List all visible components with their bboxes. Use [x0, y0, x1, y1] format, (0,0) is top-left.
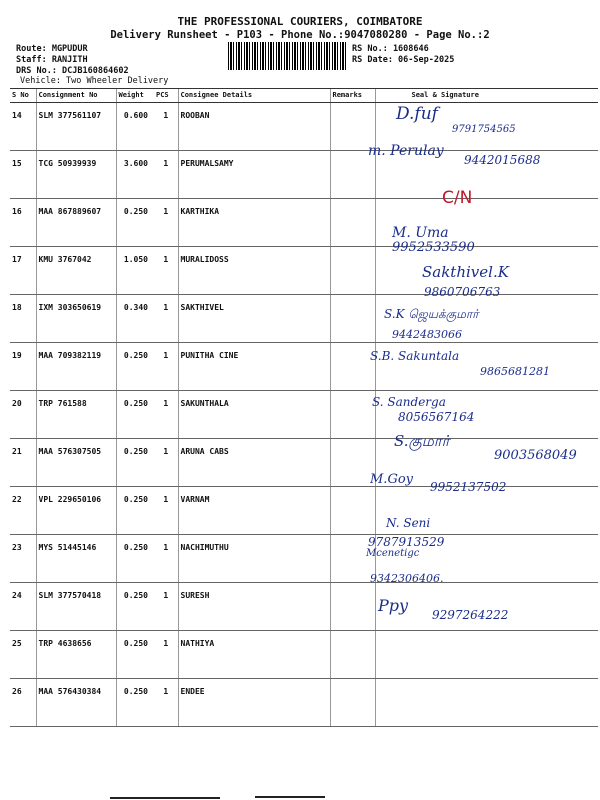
handwritten-phone: 9342306406. — [370, 572, 444, 585]
row-sno: 14 — [10, 103, 36, 151]
table-header-row — [10, 89, 598, 103]
table-row — [10, 535, 598, 583]
col-consignee: Consignee Details — [178, 89, 330, 103]
col-consignment: Consignment No — [36, 89, 116, 103]
row-remarks — [330, 487, 375, 535]
row-consignment: TCG 50939939 — [36, 151, 116, 199]
row-remarks — [330, 199, 375, 247]
row-sno: 25 — [10, 631, 36, 679]
row-consignment: VPL 229650106 — [36, 487, 116, 535]
row-weight: 0.250 — [116, 487, 154, 535]
handwritten-signature: S.B. Sakuntala — [370, 349, 460, 363]
row-consignment: SLM 377570418 — [36, 583, 116, 631]
row-remarks — [330, 679, 375, 727]
row-consignee: PERUMALSAMY — [178, 151, 330, 199]
row-weight: 0.250 — [116, 343, 154, 391]
row-consignee: SAKUNTHALA — [178, 391, 330, 439]
row-weight: 1.050 — [116, 247, 154, 295]
handwritten-signature: S.குமார் — [394, 432, 450, 450]
row-consignment: MAA 576307505 — [36, 439, 116, 487]
row-sno: 16 — [10, 199, 36, 247]
row-consignee: ROOBAN — [178, 103, 330, 151]
handwritten-signature: M. Uma — [392, 225, 449, 241]
handwritten-signature: N. Seni — [386, 516, 431, 530]
table-row — [10, 199, 598, 247]
row-pcs: 1 — [154, 151, 178, 199]
handwritten-signature: S.K ஜெயக்குமார் — [384, 307, 479, 321]
handwritten-phone: 9860706763 — [424, 285, 501, 299]
handwritten-phone: 9442483066 — [392, 328, 462, 341]
row-sno: 15 — [10, 151, 36, 199]
row-consignment: TRP 761588 — [36, 391, 116, 439]
table-row — [10, 487, 598, 535]
row-pcs: 1 — [154, 583, 178, 631]
row-remarks — [330, 391, 375, 439]
row-consignee: MURALIDOSS — [178, 247, 330, 295]
handwritten-signature: Mcenetigc — [366, 548, 420, 559]
row-weight: 0.250 — [116, 583, 154, 631]
row-seal — [375, 679, 598, 727]
handwritten-phone: 9787913529 — [368, 535, 445, 549]
row-pcs: 1 — [154, 679, 178, 727]
row-consignment: MAA 576430384 — [36, 679, 116, 727]
col-sno: S No — [10, 89, 36, 103]
staff-label: Staff: RANJITH — [16, 55, 88, 65]
row-remarks — [330, 295, 375, 343]
row-sno: 24 — [10, 583, 36, 631]
handwritten-signature: C/N — [442, 188, 473, 208]
row-remarks — [330, 583, 375, 631]
row-pcs: 1 — [154, 199, 178, 247]
row-seal — [375, 631, 598, 679]
row-weight: 0.600 — [116, 103, 154, 151]
row-pcs: 1 — [154, 295, 178, 343]
vehicle-label: Vehicle: Two Wheeler Delivery — [20, 76, 169, 86]
row-sno: 21 — [10, 439, 36, 487]
table-row — [10, 295, 598, 343]
row-consignee: ARUNA CABS — [178, 439, 330, 487]
row-consignee: SAKTHIVEL — [178, 295, 330, 343]
row-weight: 0.250 — [116, 535, 154, 583]
col-pcs: PCS — [154, 89, 178, 103]
row-seal — [375, 583, 598, 631]
row-pcs: 1 — [154, 103, 178, 151]
row-consignee: KARTHIKA — [178, 199, 330, 247]
row-consignee: PUNITHA CINE — [178, 343, 330, 391]
row-sno: 22 — [10, 487, 36, 535]
row-sno: 17 — [10, 247, 36, 295]
row-remarks — [330, 439, 375, 487]
handwritten-signature: D.fuf — [396, 104, 438, 124]
col-weight: Weight — [116, 89, 154, 103]
handwritten-phone: 9865681281 — [480, 365, 550, 378]
col-remarks: Remarks — [330, 89, 375, 103]
row-pcs: 1 — [154, 343, 178, 391]
handwritten-phone: 9952137502 — [430, 480, 507, 494]
table-row — [10, 247, 598, 295]
handwritten-signature: m. Perulay — [368, 143, 444, 159]
handwritten-phone: 9003568049 — [494, 448, 577, 463]
row-remarks — [330, 247, 375, 295]
barcode — [228, 42, 346, 70]
rs-number: RS No.: 1608646 — [352, 44, 429, 54]
row-consignee: NACHIMUTHU — [178, 535, 330, 583]
row-consignee: SURESH — [178, 583, 330, 631]
row-weight: 0.250 — [116, 439, 154, 487]
handwritten-signature: Sakthivel.K — [422, 263, 509, 281]
row-consignment: MAA 709382119 — [36, 343, 116, 391]
row-pcs: 1 — [154, 631, 178, 679]
row-sno: 23 — [10, 535, 36, 583]
row-pcs: 1 — [154, 391, 178, 439]
row-sno: 18 — [10, 295, 36, 343]
col-seal: Seal & Signature — [375, 89, 598, 103]
handwritten-phone: 8056567164 — [398, 410, 475, 424]
drs-label: DRS No.: DCJB160864602 — [16, 66, 129, 76]
row-remarks — [330, 631, 375, 679]
row-consignment: MAA 867889607 — [36, 199, 116, 247]
handwritten-signature: S. Sanderga — [372, 395, 446, 409]
row-sno: 19 — [10, 343, 36, 391]
handwritten-phone: 9442015688 — [464, 153, 541, 167]
runsheet-table — [10, 88, 598, 727]
row-consignment: IXM 303650619 — [36, 295, 116, 343]
row-sno: 26 — [10, 679, 36, 727]
row-consignee: NATHIYA — [178, 631, 330, 679]
row-weight: 0.250 — [116, 631, 154, 679]
row-pcs: 1 — [154, 487, 178, 535]
handwritten-phone: 9791754565 — [452, 124, 516, 135]
handwritten-phone: 9952533590 — [392, 240, 475, 255]
row-pcs: 1 — [154, 535, 178, 583]
row-consignment: SLM 377561107 — [36, 103, 116, 151]
rs-date: RS Date: 06-Sep-2025 — [352, 55, 455, 65]
row-weight: 0.250 — [116, 199, 154, 247]
scan-edge — [0, 792, 600, 800]
table-row — [10, 583, 598, 631]
row-consignee: VARNAM — [178, 487, 330, 535]
handwritten-phone: 9297264222 — [432, 608, 509, 622]
handwritten-signature: Ppy — [378, 596, 409, 615]
row-pcs: 1 — [154, 247, 178, 295]
row-consignment: TRP 4638656 — [36, 631, 116, 679]
row-consignment: MYS 51445146 — [36, 535, 116, 583]
row-weight: 3.600 — [116, 151, 154, 199]
row-weight: 0.250 — [116, 679, 154, 727]
row-weight: 0.250 — [116, 391, 154, 439]
row-pcs: 1 — [154, 439, 178, 487]
row-remarks — [330, 343, 375, 391]
route-label: Route: MGPUDUR — [16, 44, 88, 54]
table-row — [10, 391, 598, 439]
table-row — [10, 631, 598, 679]
table-row — [10, 679, 598, 727]
handwritten-signature: M.Goy — [370, 472, 413, 487]
row-consignment: KMU 3767042 — [36, 247, 116, 295]
runsheet-title: Delivery Runsheet - P103 - Phone No.:9047080280 - Page No.:2 — [110, 29, 490, 41]
row-sno: 20 — [10, 391, 36, 439]
row-weight: 0.340 — [116, 295, 154, 343]
company-title: THE PROFESSIONAL COURIERS, COIMBATORE — [177, 15, 423, 28]
row-consignee: ENDEE — [178, 679, 330, 727]
